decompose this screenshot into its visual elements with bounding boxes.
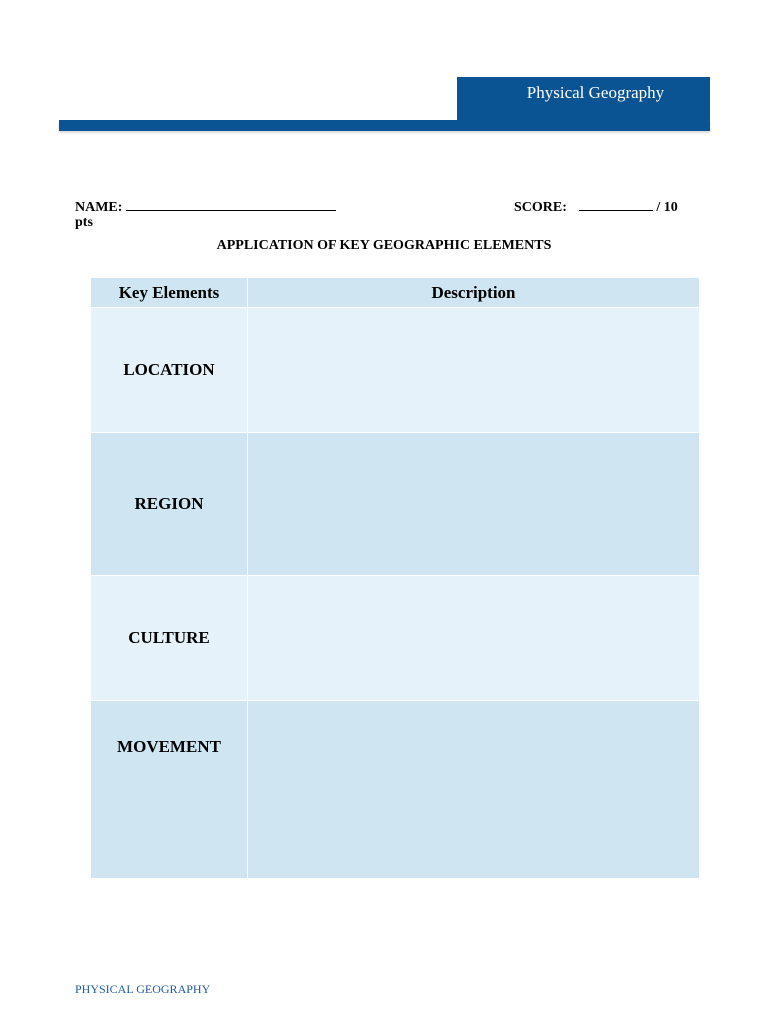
score-field — [514, 198, 678, 216]
column-header-key-elements: Key Elements — [91, 278, 248, 308]
element-cell-movement: MOVEMENT — [91, 701, 248, 879]
table-row — [91, 433, 700, 576]
score-label: SCORE: — [514, 200, 567, 215]
header-rule — [59, 120, 710, 131]
key-elements-table — [90, 277, 700, 879]
description-cell[interactable] — [248, 576, 700, 701]
score-blank[interactable] — [579, 198, 653, 211]
score-total: / 10 — [656, 200, 678, 215]
footer-title: PHYSICAL GEOGRAPHY — [75, 982, 211, 996]
description-cell[interactable] — [248, 701, 700, 879]
name-label: NAME: — [75, 200, 123, 215]
name-field — [75, 198, 336, 216]
element-cell-region: REGION — [91, 433, 248, 576]
header-title: Physical Geography — [457, 77, 710, 121]
element-cell-location: LOCATION — [91, 308, 248, 433]
table-row — [91, 308, 700, 433]
description-cell[interactable] — [248, 308, 700, 433]
name-blank[interactable] — [126, 198, 336, 211]
table-row — [91, 576, 700, 701]
table-row — [91, 701, 700, 879]
column-header-description: Description — [248, 278, 700, 308]
table-header-row — [91, 278, 700, 308]
worksheet-title: APPLICATION OF KEY GEOGRAPHIC ELEMENTS — [216, 238, 552, 253]
description-cell[interactable] — [248, 433, 700, 576]
score-unit: pts — [75, 215, 93, 230]
element-cell-culture: CULTURE — [91, 576, 248, 701]
